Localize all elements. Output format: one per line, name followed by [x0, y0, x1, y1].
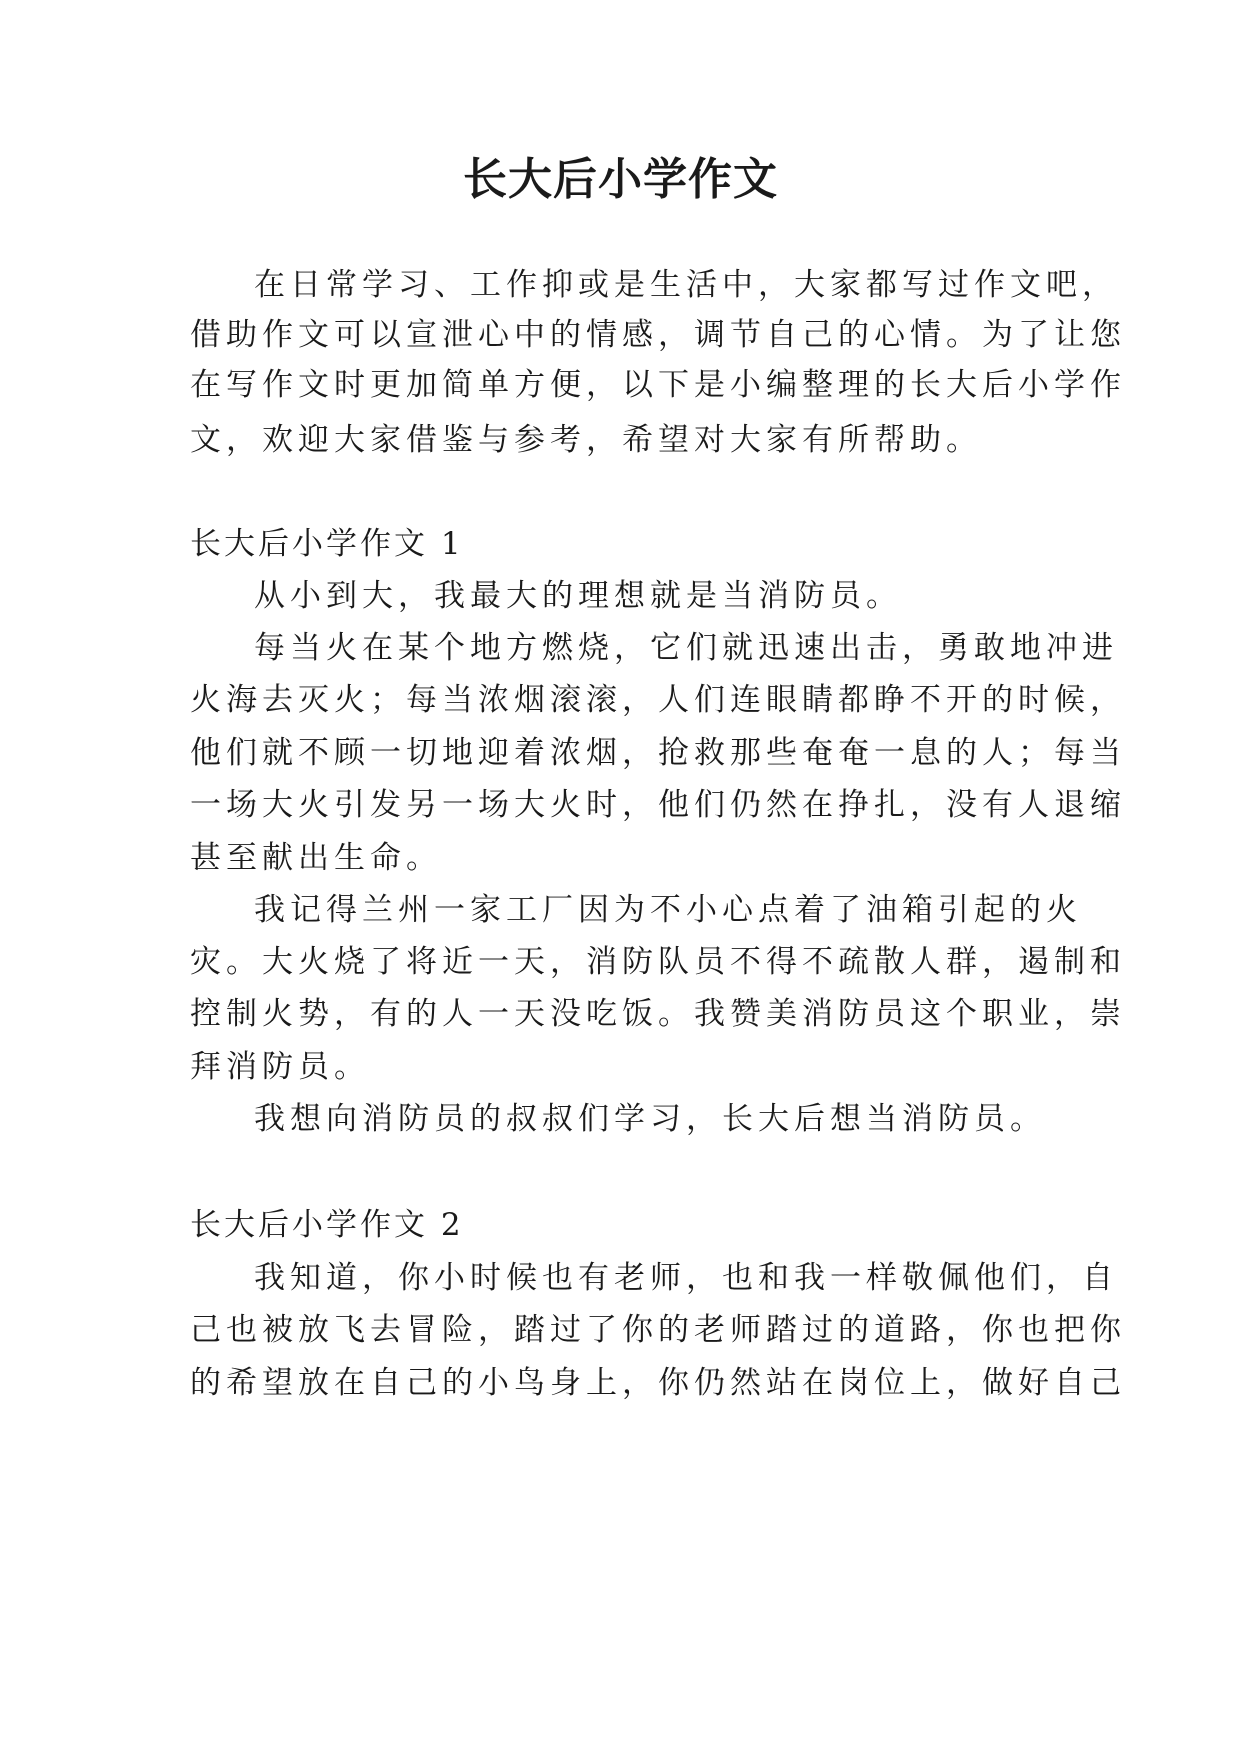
section-1-heading: 长大后小学作文 1: [190, 526, 464, 562]
intro-line-4: 文，欢迎大家借鉴与参考，希望对大家有所帮助。: [190, 422, 982, 458]
section-1-p2-line-1: 每当火在某个地方燃烧，它们就迅速出击，勇敢地冲进: [254, 630, 1118, 666]
section-1-p3-line-3: 控制火势，有的人一天没吃饭。我赞美消防员这个职业，崇: [190, 996, 1126, 1032]
section-2-heading: 长大后小学作文 2: [190, 1207, 464, 1243]
section-2-p1-line-2: 己也被放飞去冒险，踏过了你的老师踏过的道路，你也把你: [190, 1312, 1126, 1348]
intro-line-1: 在日常学习、工作抑或是生活中，大家都写过作文吧，: [254, 267, 1118, 303]
section-1-p2-line-3: 他们就不顾一切地迎着浓烟，抢救那些奄奄一息的人；每当: [190, 735, 1126, 771]
intro-line-3: 在写作文时更加简单方便，以下是小编整理的长大后小学作: [190, 367, 1126, 403]
document-title: 长大后小学作文: [463, 154, 778, 205]
section-1-p1-line-1: 从小到大，我最大的理想就是当消防员。: [254, 578, 902, 614]
section-1-p4-line-1: 我想向消防员的叔叔们学习，长大后想当消防员。: [254, 1101, 1046, 1137]
section-1-p3-line-1: 我记得兰州一家工厂因为不小心点着了油箱引起的火: [254, 892, 1082, 928]
intro-line-2: 借助作文可以宣泄心中的情感，调节自己的心情。为了让您: [190, 317, 1126, 353]
section-1-p2-line-5: 甚至献出生命。: [190, 840, 442, 876]
section-2-p1-line-3: 的希望放在自己的小鸟身上，你仍然站在岗位上，做好自己: [190, 1365, 1126, 1401]
section-1-p2-line-4: 一场大火引发另一场大火时，他们仍然在挣扎，没有人退缩: [190, 787, 1126, 823]
section-2-p1-line-1: 我知道，你小时候也有老师，也和我一样敬佩他们，自: [254, 1260, 1118, 1296]
section-1-p3-line-2: 灾。大火烧了将近一天，消防队员不得不疏散人群，遏制和: [190, 944, 1126, 980]
section-1-p2-line-2: 火海去灭火；每当浓烟滚滚，人们连眼睛都睁不开的时候，: [190, 682, 1126, 718]
section-1-p3-line-4: 拜消防员。: [190, 1049, 370, 1085]
